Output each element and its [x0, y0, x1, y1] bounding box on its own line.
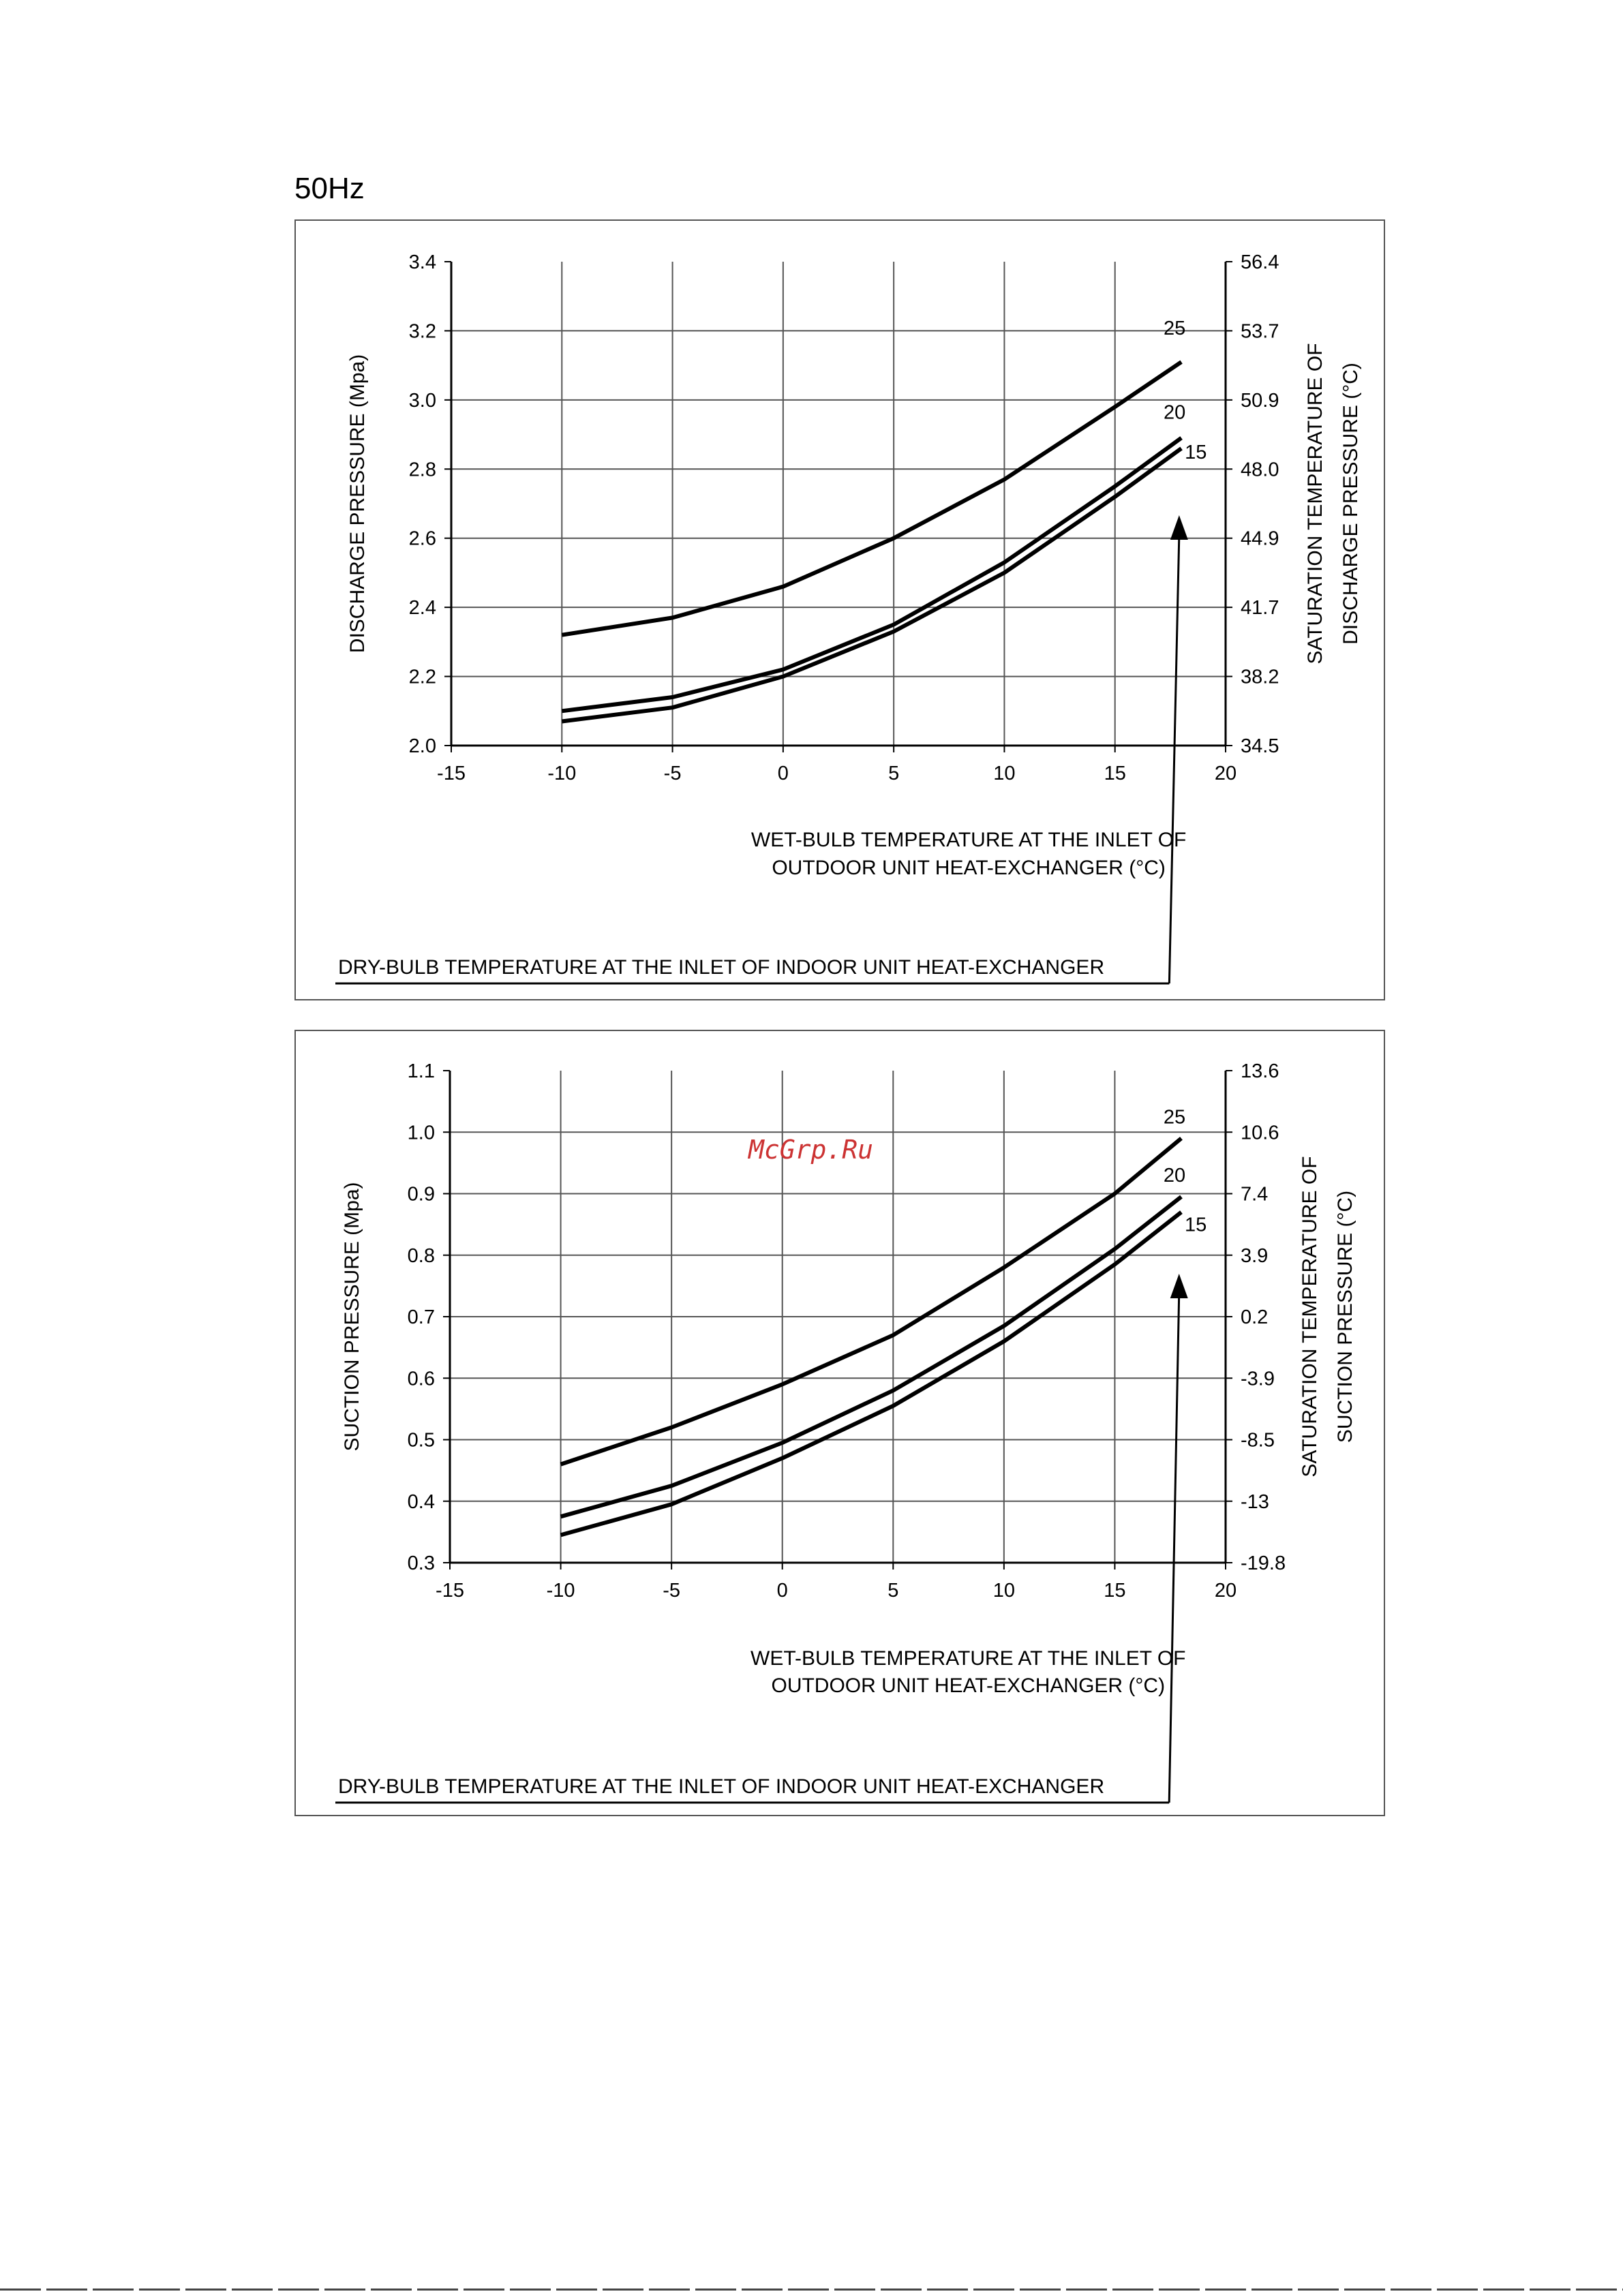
arrow-head-icon [1170, 515, 1188, 540]
y-tick-label: 0.8 [407, 1244, 435, 1267]
x-tick-label: -10 [546, 1580, 575, 1602]
y-axis-title: SUCTION PRESSURE (Mpa) [341, 1182, 363, 1452]
y-tick-label: 0.4 [407, 1490, 435, 1513]
page-heading: 50Hz [294, 172, 365, 205]
footer-label: DRY-BULB TEMPERATURE AT THE INLET OF INDOOR UNIT HEAT-EXCHANGER [338, 956, 1105, 979]
x-axis-title-line1: WET-BULB TEMPERATURE AT THE INLET OF [750, 829, 1187, 851]
x-axis-title-line1: WET-BULB TEMPERATURE AT THE INLET OF [750, 1647, 1186, 1670]
series-label-20: 20 [1163, 1165, 1186, 1187]
footer-pointer-line [1169, 1294, 1179, 1803]
y-tick-label: 0.3 [407, 1552, 435, 1574]
y-right-axis-title-line2: SUCTION PRESSURE (°C) [1334, 1190, 1356, 1443]
x-tick-label: 10 [992, 1580, 1015, 1602]
y-right-tick-label: 34.5 [1241, 735, 1279, 757]
y-right-tick-label: 50.9 [1241, 389, 1279, 412]
y-tick-label: 0.7 [407, 1306, 435, 1328]
y-right-tick-label: -8.5 [1241, 1429, 1275, 1452]
y-right-axis-title-line2: DISCHARGE PRESSURE (°C) [1339, 363, 1362, 645]
x-tick-label: 5 [888, 1580, 899, 1602]
arrow-head-icon [1170, 1274, 1188, 1298]
x-tick-label: -15 [436, 1580, 464, 1602]
y-right-axis-title-line1: SATURATION TEMPERATURE OF [1299, 1156, 1321, 1478]
y-right-tick-label: -13 [1241, 1490, 1269, 1513]
x-tick-label: 15 [1104, 1580, 1126, 1602]
y-tick-label: 2.0 [408, 735, 436, 757]
y-tick-label: 3.0 [408, 389, 436, 412]
y-right-tick-label: 53.7 [1241, 320, 1279, 343]
discharge-pressure-chart [296, 221, 1384, 999]
y-right-tick-label: 7.4 [1241, 1183, 1269, 1206]
x-axis-title-line2: OUTDOOR UNIT HEAT-EXCHANGER (°C) [771, 1674, 1166, 1697]
y-tick-label: 0.5 [407, 1429, 435, 1452]
x-tick-label: -5 [663, 1580, 681, 1602]
y-right-tick-label: 3.9 [1241, 1244, 1269, 1267]
y-tick-label: 2.2 [408, 666, 436, 688]
x-tick-label: 0 [777, 763, 789, 784]
x-axis-title-line2: OUTDOOR UNIT HEAT-EXCHANGER (°C) [772, 857, 1166, 879]
series-line-20 [561, 1197, 1181, 1516]
y-right-tick-label: -19.8 [1241, 1552, 1286, 1574]
x-tick-label: 0 [776, 1580, 788, 1602]
y-right-tick-label: 10.6 [1241, 1122, 1279, 1144]
y-right-tick-label: 41.7 [1241, 597, 1279, 619]
y-right-tick-label: 13.6 [1241, 1060, 1279, 1082]
footer-pointer-line [1169, 536, 1179, 983]
series-line-25 [562, 362, 1181, 635]
y-right-tick-label: -3.9 [1241, 1368, 1275, 1390]
series-label-25: 25 [1163, 1106, 1186, 1129]
y-tick-label: 0.9 [407, 1183, 435, 1206]
y-right-tick-label: 44.9 [1241, 527, 1279, 550]
x-tick-label: -15 [437, 763, 466, 784]
y-tick-label: 3.4 [408, 251, 436, 273]
y-axis-title: DISCHARGE PRESSURE (Mpa) [346, 354, 369, 654]
page-bottom-rule [0, 2289, 1623, 2291]
series-label-20: 20 [1163, 401, 1186, 424]
x-tick-label: 15 [1104, 763, 1126, 784]
y-right-tick-label: 48.0 [1241, 459, 1279, 481]
y-tick-label: 1.0 [407, 1122, 435, 1144]
y-tick-label: 2.6 [408, 527, 436, 550]
x-tick-label: 10 [993, 763, 1016, 784]
y-right-tick-label: 38.2 [1241, 666, 1279, 688]
footer-label: DRY-BULB TEMPERATURE AT THE INLET OF INDOOR UNIT HEAT-EXCHANGER [338, 1775, 1105, 1798]
x-tick-label: 20 [1214, 763, 1237, 784]
y-tick-label: 3.2 [408, 320, 436, 343]
y-tick-label: 0.6 [407, 1368, 435, 1390]
y-right-tick-label: 56.4 [1241, 251, 1279, 273]
y-right-axis-title-line1: SATURATION TEMPERATURE OF [1304, 343, 1326, 664]
series-line-15 [562, 448, 1181, 722]
suction-pressure-chart [296, 1031, 1384, 1815]
series-line-20 [562, 438, 1181, 711]
series-label-25: 25 [1163, 318, 1186, 340]
suction-pressure-panel [294, 1030, 1385, 1816]
x-tick-label: 5 [888, 763, 900, 784]
discharge-pressure-panel [294, 219, 1385, 1000]
y-tick-label: 2.4 [408, 597, 436, 619]
y-tick-label: 1.1 [407, 1060, 435, 1082]
y-right-tick-label: 0.2 [1241, 1306, 1269, 1328]
y-tick-label: 2.8 [408, 459, 436, 481]
x-tick-label: -5 [663, 763, 682, 784]
x-tick-label: 20 [1214, 1580, 1237, 1602]
series-label-15: 15 [1184, 1214, 1207, 1236]
watermark-text: McGrp.Ru [748, 1135, 874, 1165]
series-label-15: 15 [1185, 441, 1207, 463]
series-line-15 [561, 1212, 1181, 1535]
x-tick-label: -10 [547, 763, 577, 784]
